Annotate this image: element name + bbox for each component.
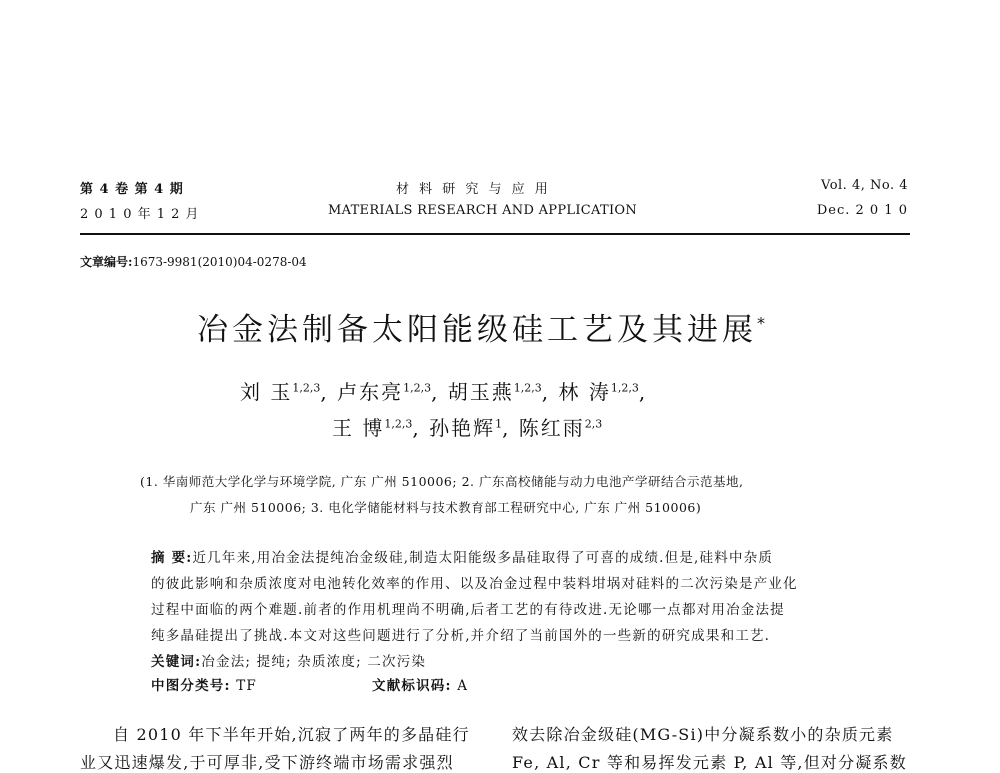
abstract-line: 过程中面临的两个难题.前者的作用机理尚不明确,后者工艺的有待改进.无论哪一点都对用冶金法提 xyxy=(151,602,785,618)
abstract-label: 摘 要: xyxy=(151,550,193,566)
author-affiliation: 1,2,3 xyxy=(403,381,432,395)
author-affiliation: 1,2,3 xyxy=(513,381,542,395)
abstract-line: 纯多晶硅提出了挑战.本文对这些问题进行了分析,并介绍了当前国外的一些新的研究成果和工艺. xyxy=(151,628,771,644)
document-code xyxy=(372,674,468,694)
date-cn: 2 0 1 0 年 1 2 月 xyxy=(80,207,200,222)
journal-name-cn: 材 料 研 究 与 应 用 xyxy=(396,182,551,197)
body-left-line-partial: 业又迅速爆发,于可厚非,受下游终端市场需求强烈 xyxy=(80,753,454,772)
volume-issue-en: Vol. 4, No. 4 xyxy=(821,178,908,193)
author-affiliation: 1,2,3 xyxy=(610,381,639,395)
article-number xyxy=(80,253,307,270)
affiliation-line-2: 广东 广州 510006; 3. 电化学储能材料与技术教育部工程研究中心, 广东 广州 510006) xyxy=(190,500,702,515)
author: 王 博 xyxy=(332,416,385,440)
keywords-value: 冶金法; 提纯; 杂质浓度; 二次污染 xyxy=(201,654,427,670)
title-footnote-mark: * xyxy=(757,313,769,333)
author: 卢东亮 xyxy=(337,380,404,404)
article-number-label: 文章编号: xyxy=(80,255,133,269)
body-left-line: 自 2010 年下半年开始,沉寂了两年的多晶硅行 xyxy=(113,725,470,744)
abstract-line: 的彼此影响和杂质浓度对电池转化效率的作用、以及冶金过程中装料坩埚对硅料的二次污染是产业化 xyxy=(151,576,798,592)
author: 刘 玉 xyxy=(240,380,293,404)
authors-line-1: 刘 玉$^{1,2,3}$, 卢东亮$^{1,2,3}$, 胡玉燕$^{1,2,3}$, 林 涛$^{1,2,3}$, xyxy=(240,380,648,404)
clc-number xyxy=(151,674,257,694)
keywords-label: 关键词: xyxy=(151,654,202,670)
author: 林 涛 xyxy=(558,380,611,404)
author: 孙艳辉 xyxy=(429,416,496,440)
author: 陈红雨 xyxy=(518,416,585,440)
clc-label: 中图分类号: xyxy=(151,678,231,694)
body-right-line: 效去除冶金级硅(MG-Si)中分凝系数小的杂质元素 xyxy=(512,725,894,744)
date-en: Dec. 2 0 1 0 xyxy=(816,203,908,218)
abstract-line xyxy=(151,546,773,566)
header-rule xyxy=(80,233,910,235)
abstract-text: 近几年来,用冶金法提纯冶金级硅,制造太阳能级多晶硅取得了可喜的成绩.但是,硅料中杂质 xyxy=(192,550,774,566)
document-code-value: A xyxy=(457,678,469,694)
volume-issue-cn: 第 4 卷 第 4 期 xyxy=(80,182,184,197)
document-code-label: 文献标识码: xyxy=(372,678,452,694)
author-affiliation: 1,2,3 xyxy=(384,417,413,431)
author-affiliation: 1,2,3 xyxy=(292,381,321,395)
keywords xyxy=(151,650,426,670)
paper-title-text: 冶金法制备太阳能级硅工艺及其进展 xyxy=(197,312,757,348)
paper-title xyxy=(197,304,769,349)
author: 胡玉燕 xyxy=(447,380,514,404)
authors-line-2: 王 博$^{1,2,3}$, 孙艳辉$^1$, 陈红雨$^{2,3}$ xyxy=(332,416,603,440)
clc-value: TF xyxy=(236,678,257,694)
author-affiliation: 2,3 xyxy=(584,417,603,431)
journal-name-en: MATERIALS RESEARCH AND APPLICATION xyxy=(328,203,638,218)
body-right-line-partial: Fe, Al, Cr 等和易挥发元素 P, Al 等,但对分凝系数 xyxy=(512,753,907,772)
author-affiliation: 1 xyxy=(495,417,503,431)
article-number-value: 1673-9981(2010)04-0278-04 xyxy=(132,255,307,269)
affiliation-line-1: (1. 华南师范大学化学与环境学院, 广东 广州 510006; 2. 广东高校储能与动力电池产学研结合示范基地, xyxy=(140,474,744,489)
